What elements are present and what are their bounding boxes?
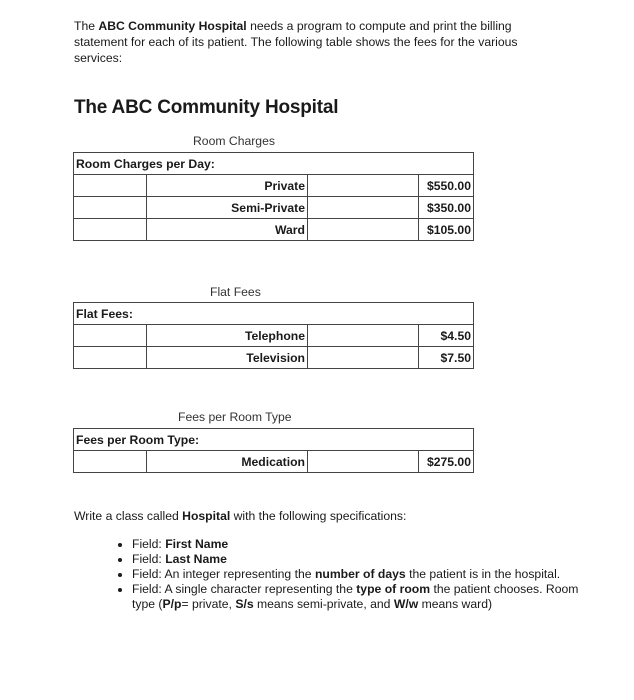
room-value-ward: $105.00: [419, 219, 474, 241]
fee-label-medication: Medication: [147, 451, 308, 473]
room-charges-caption: Room Charges: [193, 134, 275, 148]
spec-section: [74, 509, 594, 612]
room-value-semi-private: $350.00: [419, 197, 474, 219]
flat-value-telephone: $4.50: [419, 325, 474, 347]
room-label-ward: Ward: [147, 219, 308, 241]
table-row: [74, 175, 474, 197]
fee-value-medication: $275.00: [419, 451, 474, 473]
table-row: [74, 325, 474, 347]
spec-list: [74, 537, 594, 612]
list-item: • Field: A single character representing the type of room the patient chooses. Room type (P/p= private, S/s means semi-private, and W/w means ward): [132, 582, 594, 612]
intro-paragraph: The ABC Community Hospital needs a program to compute and print the billing statement for each of its patient. The following table shows the fees for the various services:: [74, 19, 518, 65]
flat-value-television: $7.50: [419, 347, 474, 369]
table-row: [74, 219, 474, 241]
flat-fees-header: Flat Fees:: [74, 303, 474, 325]
spec-intro: Write a class called Hospital with the following specifications:: [74, 509, 407, 523]
list-item: • Field: An integer representing the number of days the patient is in the hospital.: [132, 567, 594, 582]
flat-fees-caption: Flat Fees: [210, 285, 261, 299]
table-row: [74, 197, 474, 219]
room-value-private: $550.00: [419, 175, 474, 197]
room-type-fees-header: Fees per Room Type:: [74, 429, 474, 451]
list-item: • Field: First Name: [132, 537, 594, 552]
list-item: • Field: Last Name: [132, 552, 594, 567]
page-title: The ABC Community Hospital: [74, 97, 339, 118]
room-type-fees-caption: Fees per Room Type: [178, 410, 292, 424]
room-label-semi-private: Semi-Private: [147, 197, 308, 219]
flat-label-television: Television: [147, 347, 308, 369]
room-label-private: Private: [147, 175, 308, 197]
flat-fees-table: [73, 302, 474, 369]
room-type-fees-table: [73, 428, 474, 473]
flat-label-telephone: Telephone: [147, 325, 308, 347]
room-charges-table: [73, 152, 474, 241]
table-row: [74, 347, 474, 369]
room-charges-header: Room Charges per Day:: [74, 153, 474, 175]
table-row: [74, 451, 474, 473]
